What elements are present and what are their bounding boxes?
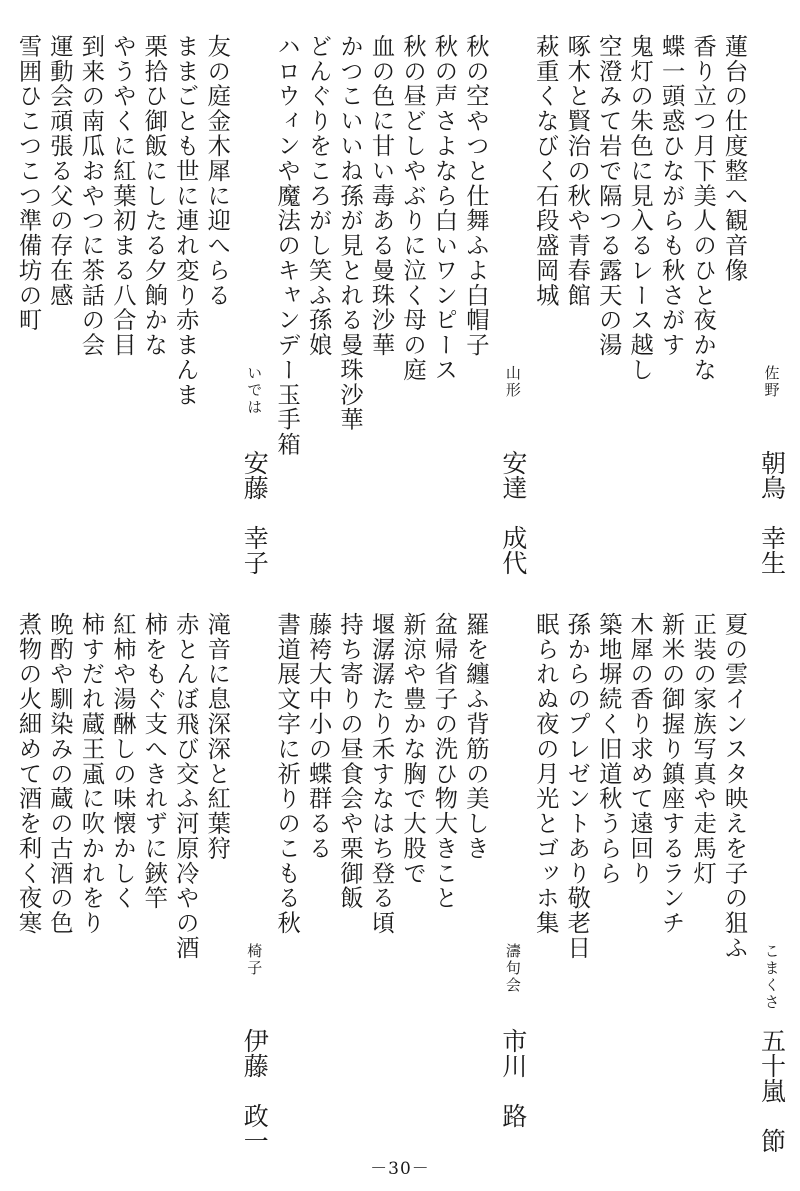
haiku-line: 萩重くなびく石段盛岡城 bbox=[531, 34, 559, 308]
haiku-line: 滝音に息深深と紅葉狩 bbox=[203, 612, 231, 861]
haiku-line: ままごとも世に連れ変り赤まんま bbox=[171, 34, 199, 408]
author-info bbox=[491, 0, 529, 575]
top-block bbox=[0, 0, 800, 575]
haiku-line: 秋の昼どしやぶりに泣く母の庭 bbox=[398, 34, 426, 383]
haiku-line: 蝶一頭惑ひながらも秋さがす bbox=[657, 34, 685, 358]
haiku-line: 秋の空やつと仕舞ふよ白帽子 bbox=[461, 34, 489, 358]
haiku-line: 夏の雲インスタ映えを子の狙ふ bbox=[720, 612, 748, 961]
haiku-line: 羅を纏ふ背筋の美しき bbox=[461, 612, 489, 861]
haiku-line: 正装の家族写真や走馬灯 bbox=[689, 612, 717, 886]
author-affiliation: 椅子 bbox=[245, 943, 264, 977]
haiku-line: 眠られぬ夜の月光とゴッホ集 bbox=[531, 612, 559, 936]
haiku-line: 運動会頑張る父の存在感 bbox=[45, 34, 73, 308]
author-name: 安達 成代 bbox=[498, 450, 528, 575]
author-info bbox=[750, 578, 788, 1153]
haiku-line: 持ち寄りの昼食会や栗御飯 bbox=[336, 612, 364, 911]
haiku-line: 紅柿や湯醂しの味懐かしく bbox=[108, 612, 136, 911]
haiku-line: 鬼灯の朱色に見入るレース越し bbox=[626, 34, 654, 383]
haiku-line: 柿をもぐ支へきれずに鋏竿 bbox=[140, 612, 168, 911]
author-affiliation: 佐野 bbox=[762, 365, 781, 399]
haiku-line: 秋の声さよなら白いワンピース bbox=[430, 34, 458, 383]
author-affiliation: いでは bbox=[245, 365, 264, 416]
haiku-line: 書道展文字に祈りのこもる秋 bbox=[273, 612, 301, 936]
haiku-line: 孫からのプレゼントあり敬老日 bbox=[563, 612, 591, 961]
haiku-line: 到来の南瓜おやつに茶話の会 bbox=[77, 34, 105, 358]
bottom-block bbox=[0, 578, 800, 1153]
haiku-line: 新米の御握り鎮座するランチ bbox=[657, 612, 685, 936]
haiku-line: 堰潺潺たり禾すなはち登る頃 bbox=[367, 612, 395, 936]
haiku-line: 柿すだれ蔵王颪に吹かれをり bbox=[77, 612, 105, 936]
haiku-line: 血の色に甘い毒ある曼珠沙華 bbox=[367, 34, 395, 358]
author-name: 安藤 幸子 bbox=[240, 450, 270, 575]
haiku-line: 空澄みて岩で隔つる露天の湯 bbox=[594, 34, 622, 358]
haiku-line: かつこいいね孫が見とれる曼珠沙華 bbox=[336, 34, 364, 433]
haiku-line: 晩酌や馴染みの蔵の古酒の色 bbox=[45, 612, 73, 936]
author-info bbox=[232, 578, 270, 1153]
haiku-line: 香り立つ月下美人のひと夜かな bbox=[689, 34, 717, 383]
author-name: 伊藤 政一 bbox=[240, 1028, 270, 1153]
author-info bbox=[232, 0, 270, 575]
author-info bbox=[491, 578, 529, 1138]
haiku-line: 木犀の香り求めて遠回り bbox=[626, 612, 654, 886]
author-name: 朝鳥 幸生 bbox=[757, 450, 787, 575]
author-name: 市川 路 bbox=[498, 1028, 528, 1128]
author-affiliation: 濤句会 bbox=[503, 943, 522, 994]
haiku-line: 赤とんぼ飛び交ふ河原冷やの酒 bbox=[171, 612, 199, 961]
haiku-line: 築地塀続く旧道秋うらら bbox=[594, 612, 622, 886]
haiku-line: 雪囲ひこつこつ準備坊の町 bbox=[14, 34, 42, 333]
author-affiliation: 山形 bbox=[503, 365, 522, 399]
author-affiliation: こまくさ bbox=[762, 943, 781, 1011]
haiku-line: 栗拾ひ御飯にしたる夕餉かな bbox=[140, 34, 168, 358]
haiku-line: 啄木と賢治の秋や青春館 bbox=[563, 34, 591, 308]
haiku-line: 盆帰省子の洗ひ物大きこと bbox=[430, 612, 458, 911]
author-info bbox=[750, 0, 788, 575]
author-name: 五十嵐 節 bbox=[757, 1028, 787, 1153]
haiku-line: 新涼や豊かな胸で大股で bbox=[398, 612, 426, 886]
haiku-line: どんぐりをころがし笑ふ孫娘 bbox=[304, 34, 332, 358]
haiku-line: ハロウィンや魔法のキャンデー玉手箱 bbox=[273, 34, 301, 457]
haiku-line: やうやくに紅葉初まる八合目 bbox=[108, 34, 136, 358]
haiku-line: 煮物の火細めて酒を利く夜寒 bbox=[14, 612, 42, 936]
haiku-line: 藤袴大中小の蝶群るる bbox=[304, 612, 332, 861]
haiku-line: 友の庭金木犀に迎へらる bbox=[203, 34, 231, 308]
haiku-line: 蓮台の仕度整へ観音像 bbox=[720, 34, 748, 283]
page-number: －30－ bbox=[370, 1159, 430, 1179]
